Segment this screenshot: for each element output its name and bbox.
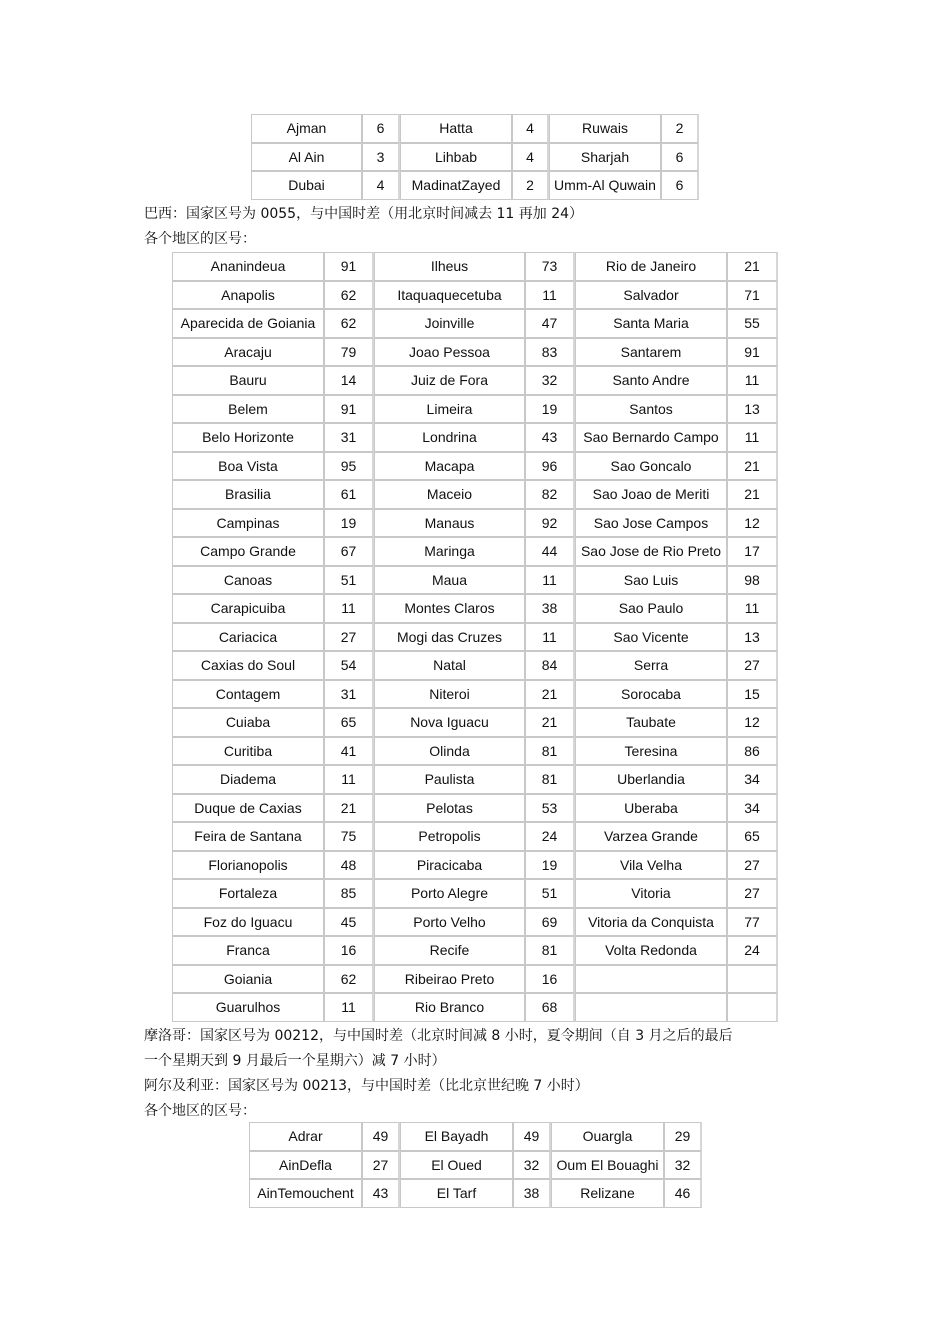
area-code-cell: 65 [727,822,778,851]
city-name-cell: El Tarf [400,1179,513,1208]
city-name-cell: Ribeirao Preto [374,965,525,994]
city-name-cell: Aracaju [172,338,324,367]
area-code-cell: 27 [727,651,778,680]
city-name-cell: Ruwais [549,114,661,143]
table-row [172,651,778,680]
table-row [172,965,778,994]
area-code-cell: 4 [512,143,549,172]
city-name-cell: Taubate [575,708,727,737]
area-code-cell: 11 [525,623,575,652]
city-name-cell: Volta Redonda [575,936,727,965]
city-name-cell: Itaquaquecetuba [374,281,525,310]
city-name-cell: Ajman [251,114,362,143]
area-code-cell: 12 [727,708,778,737]
city-name-cell: Sao Bernardo Campo [575,423,727,452]
city-name-cell: Montes Claros [374,594,525,623]
area-code-cell [727,965,778,994]
table-row [249,1179,702,1208]
city-name-cell: Maringa [374,537,525,566]
morocco-line-2: 一个星期天到 9 月最后一个星期六）减 7 小时） [144,1053,446,1069]
area-code-cell: 11 [324,993,374,1022]
area-code-cell: 61 [324,480,374,509]
city-name-cell: Oum El Bouaghi [551,1151,664,1180]
city-name-cell: Campo Grande [172,537,324,566]
area-code-cell: 15 [727,680,778,709]
area-code-cell: 31 [324,423,374,452]
area-code-cell: 71 [727,281,778,310]
area-code-cell: 19 [525,395,575,424]
area-code-cell: 51 [324,566,374,595]
city-name-cell: Sao Vicente [575,623,727,652]
city-name-cell: Manaus [374,509,525,538]
table-row [249,1151,702,1180]
area-code-cell: 21 [727,252,778,281]
area-code-cell: 29 [664,1122,702,1151]
city-name-cell: Sharjah [549,143,661,172]
city-name-cell: Porto Alegre [374,879,525,908]
table-row [172,452,778,481]
area-code-cell: 46 [664,1179,702,1208]
uae-area-code-table [251,114,699,200]
area-code-cell: 73 [525,252,575,281]
area-code-cell: 91 [727,338,778,367]
area-code-cell: 14 [324,366,374,395]
city-name-cell: Sao Luis [575,566,727,595]
table-row [251,114,699,143]
city-name-cell: El Oued [400,1151,513,1180]
city-name-cell: Caxias do Soul [172,651,324,680]
area-code-cell: 69 [525,908,575,937]
table-row [251,143,699,172]
area-code-cell: 34 [727,794,778,823]
area-code-cell: 27 [362,1151,400,1180]
area-code-cell: 3 [362,143,400,172]
city-name-cell: Sao Paulo [575,594,727,623]
city-name-cell: Adrar [249,1122,362,1151]
area-code-cell: 21 [525,708,575,737]
area-code-cell: 24 [525,822,575,851]
table-row [172,423,778,452]
table-row [172,851,778,880]
area-code-cell: 38 [525,594,575,623]
area-code-cell: 43 [525,423,575,452]
city-name-cell: Joinville [374,309,525,338]
area-code-cell: 49 [362,1122,400,1151]
city-name-cell: Petropolis [374,822,525,851]
area-code-cell: 81 [525,936,575,965]
city-name-cell: Diadema [172,765,324,794]
area-code-cell: 96 [525,452,575,481]
city-name-cell: AinTemouchent [249,1179,362,1208]
area-code-cell: 54 [324,651,374,680]
area-code-cell: 55 [727,309,778,338]
algeria-heading: 阿尔及利亚：国家区号为 00213，与中国时差（比北京世纪晚 7 小时） [144,1078,589,1094]
city-name-cell: Umm-Al Quwain [549,171,661,200]
brazil-heading: 巴西：国家区号为 0055，与中国时差（用北京时间减去 11 再加 24） [144,206,584,222]
table-row [172,680,778,709]
city-name-cell: Vila Velha [575,851,727,880]
city-name-cell: Olinda [374,737,525,766]
city-name-cell: Vitoria da Conquista [575,908,727,937]
table-row [172,252,778,281]
city-name-cell: Maceio [374,480,525,509]
area-code-cell: 91 [324,395,374,424]
area-code-cell: 62 [324,281,374,310]
city-name-cell: Santa Maria [575,309,727,338]
city-name-cell: Ouargla [551,1122,664,1151]
algeria-subheading: 各个地区的区号： [144,1103,256,1119]
city-name-cell: Vitoria [575,879,727,908]
city-name-cell: Sao Jose de Rio Preto [575,537,727,566]
area-code-cell: 84 [525,651,575,680]
table-row [172,338,778,367]
area-code-cell: 95 [324,452,374,481]
area-code-cell: 16 [324,936,374,965]
table-row [172,794,778,823]
table-row [251,171,699,200]
area-code-cell: 32 [664,1151,702,1180]
table-row [172,480,778,509]
city-name-cell: Paulista [374,765,525,794]
city-name-cell: Maua [374,566,525,595]
city-name-cell: Ananindeua [172,252,324,281]
area-code-cell: 53 [525,794,575,823]
city-name-cell: Carapicuiba [172,594,324,623]
area-code-cell [727,993,778,1022]
brazil-subheading: 各个地区的区号： [144,231,256,247]
city-name-cell: Sao Jose Campos [575,509,727,538]
table-row [172,737,778,766]
city-name-cell: Al Ain [251,143,362,172]
area-code-cell: 11 [727,366,778,395]
city-name-cell: Uberaba [575,794,727,823]
city-name-cell: Niteroi [374,680,525,709]
table-row [172,623,778,652]
area-code-cell: 31 [324,680,374,709]
area-code-cell: 38 [513,1179,551,1208]
area-code-cell: 51 [525,879,575,908]
area-code-cell: 21 [324,794,374,823]
algeria-area-code-table [249,1122,702,1208]
city-name-cell: MadinatZayed [400,171,512,200]
city-name-cell: Piracicaba [374,851,525,880]
area-code-cell: 17 [727,537,778,566]
area-code-cell: 62 [324,309,374,338]
area-code-cell: 32 [525,366,575,395]
table-row [172,879,778,908]
city-name-cell: Belem [172,395,324,424]
city-name-cell: Curitiba [172,737,324,766]
area-code-cell: 16 [525,965,575,994]
city-name-cell: Florianopolis [172,851,324,880]
area-code-cell: 27 [727,851,778,880]
area-code-cell: 49 [513,1122,551,1151]
area-code-cell: 62 [324,965,374,994]
area-code-cell: 19 [525,851,575,880]
table-row [172,537,778,566]
table-row [249,1122,702,1151]
city-name-cell: Ilheus [374,252,525,281]
area-code-cell: 27 [324,623,374,652]
city-name-cell: Cuiaba [172,708,324,737]
city-name-cell: Sorocaba [575,680,727,709]
city-name-cell: Boa Vista [172,452,324,481]
area-code-cell: 13 [727,395,778,424]
city-name-cell [575,993,727,1022]
area-code-cell: 45 [324,908,374,937]
city-name-cell: AinDefla [249,1151,362,1180]
city-name-cell: Santos [575,395,727,424]
area-code-cell: 48 [324,851,374,880]
city-name-cell: Feira de Santana [172,822,324,851]
city-name-cell: Lihbab [400,143,512,172]
city-name-cell: Campinas [172,509,324,538]
area-code-cell: 2 [661,114,699,143]
brazil-area-code-table [172,252,778,1022]
city-name-cell: Hatta [400,114,512,143]
city-name-cell: Rio de Janeiro [575,252,727,281]
area-code-cell: 4 [512,114,549,143]
area-code-cell: 11 [324,594,374,623]
city-name-cell: Relizane [551,1179,664,1208]
area-code-cell: 6 [362,114,400,143]
table-row [172,822,778,851]
city-name-cell: Juiz de Fora [374,366,525,395]
table-row [172,708,778,737]
table-row [172,281,778,310]
city-name-cell: Santarem [575,338,727,367]
city-name-cell: Dubai [251,171,362,200]
area-code-cell: 44 [525,537,575,566]
area-code-cell: 13 [727,623,778,652]
area-code-cell: 82 [525,480,575,509]
table-row [172,936,778,965]
city-name-cell: Recife [374,936,525,965]
table-row [172,594,778,623]
area-code-cell: 86 [727,737,778,766]
area-code-cell: 21 [525,680,575,709]
area-code-cell: 21 [727,480,778,509]
table-row [172,509,778,538]
area-code-cell: 67 [324,537,374,566]
city-name-cell: Porto Velho [374,908,525,937]
area-code-cell: 81 [525,765,575,794]
area-code-cell: 81 [525,737,575,766]
city-name-cell [575,965,727,994]
city-name-cell: Pelotas [374,794,525,823]
city-name-cell: Contagem [172,680,324,709]
area-code-cell: 6 [661,143,699,172]
area-code-cell: 47 [525,309,575,338]
area-code-cell: 11 [525,566,575,595]
area-code-cell: 12 [727,509,778,538]
city-name-cell: Londrina [374,423,525,452]
city-name-cell: Serra [575,651,727,680]
morocco-line-1: 摩洛哥：国家区号为 00212，与中国时差（北京时间减 8 小时，夏令期间（自 3 月之后的最后 [144,1028,733,1044]
city-name-cell: Bauru [172,366,324,395]
area-code-cell: 2 [512,171,549,200]
area-code-cell: 11 [525,281,575,310]
city-name-cell: Santo Andre [575,366,727,395]
city-name-cell: Guarulhos [172,993,324,1022]
area-code-cell: 4 [362,171,400,200]
city-name-cell: Goiania [172,965,324,994]
city-name-cell: Anapolis [172,281,324,310]
city-name-cell: Joao Pessoa [374,338,525,367]
table-row [172,366,778,395]
city-name-cell: Brasilia [172,480,324,509]
area-code-cell: 43 [362,1179,400,1208]
city-name-cell: Aparecida de Goiania [172,309,324,338]
city-name-cell: Franca [172,936,324,965]
city-name-cell: Natal [374,651,525,680]
area-code-cell: 68 [525,993,575,1022]
city-name-cell: Duque de Caxias [172,794,324,823]
area-code-cell: 21 [727,452,778,481]
area-code-cell: 65 [324,708,374,737]
area-code-cell: 92 [525,509,575,538]
city-name-cell: Macapa [374,452,525,481]
city-name-cell: Belo Horizonte [172,423,324,452]
city-name-cell: Varzea Grande [575,822,727,851]
city-name-cell: Sao Joao de Meriti [575,480,727,509]
area-code-cell: 41 [324,737,374,766]
city-name-cell: Salvador [575,281,727,310]
area-code-cell: 19 [324,509,374,538]
table-row [172,908,778,937]
area-code-cell: 34 [727,765,778,794]
area-code-cell: 27 [727,879,778,908]
area-code-cell: 77 [727,908,778,937]
city-name-cell: Canoas [172,566,324,595]
table-row [172,566,778,595]
city-name-cell: Foz do Iguacu [172,908,324,937]
area-code-cell: 75 [324,822,374,851]
table-row [172,993,778,1022]
city-name-cell: Nova Iguacu [374,708,525,737]
area-code-cell: 6 [661,171,699,200]
table-row [172,395,778,424]
area-code-cell: 11 [324,765,374,794]
area-code-cell: 85 [324,879,374,908]
area-code-cell: 11 [727,423,778,452]
city-name-cell: Rio Branco [374,993,525,1022]
area-code-cell: 32 [513,1151,551,1180]
city-name-cell: Cariacica [172,623,324,652]
table-row [172,309,778,338]
table-row [172,765,778,794]
city-name-cell: Limeira [374,395,525,424]
area-code-cell: 24 [727,936,778,965]
area-code-cell: 83 [525,338,575,367]
city-name-cell: Uberlandia [575,765,727,794]
area-code-cell: 79 [324,338,374,367]
area-code-cell: 98 [727,566,778,595]
city-name-cell: El Bayadh [400,1122,513,1151]
area-code-cell: 11 [727,594,778,623]
city-name-cell: Sao Goncalo [575,452,727,481]
city-name-cell: Fortaleza [172,879,324,908]
area-code-cell: 91 [324,252,374,281]
city-name-cell: Mogi das Cruzes [374,623,525,652]
city-name-cell: Teresina [575,737,727,766]
